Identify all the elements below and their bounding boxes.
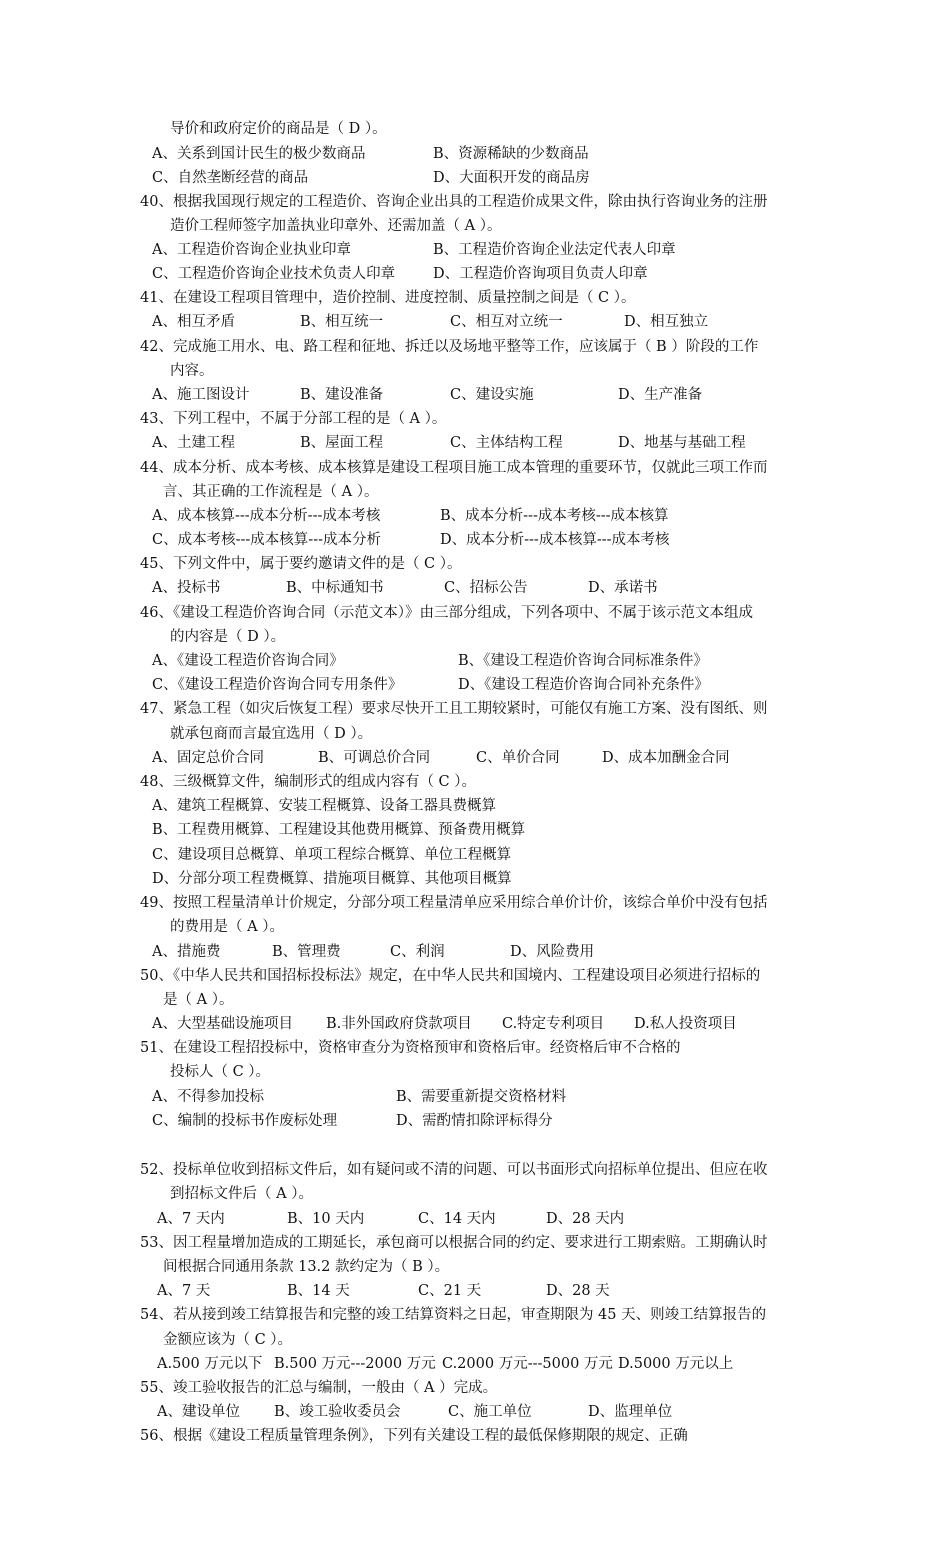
option-text: D、生产准备 [618, 387, 703, 403]
option-text: B.500 万元---2000 万元 [274, 1356, 436, 1372]
line-text: 40、根据我国现行规定的工程造价、咨询企业出具的工程造价成果文件，除由执行咨询业务的注册 [140, 194, 768, 210]
option-text: D、需酌情扣除评标得分 [396, 1113, 553, 1129]
option-text: B、屋面工程 [300, 435, 384, 451]
option-text: C.2000 万元---5000 万元 [442, 1356, 613, 1372]
line-text: 43、下列工程中，不属于分部工程的是（ A ）。 [140, 411, 447, 427]
option-text: C、14 天内 [418, 1211, 496, 1227]
option-text: C、建设实施 [450, 387, 534, 403]
option-text: C、编制的投标书作废标处理 [152, 1113, 338, 1129]
option-text: A、成本核算---成本分析---成本考核 [152, 508, 381, 524]
option-text: B.非外国政府贷款项目 [326, 1016, 472, 1032]
option-text: D、监理单位 [588, 1404, 673, 1420]
option-text: C、利润 [390, 944, 445, 960]
option-text: A、土建工程 [152, 435, 235, 451]
option-text: C、主体结构工程 [450, 435, 563, 451]
line-text: 内容。 [170, 363, 214, 379]
line-text: 53、因工程量增加造成的工期延长，承包商可以根据合同的约定、要求进行工期索赔。工期确认时 [140, 1235, 768, 1251]
option-text: B、管理费 [272, 944, 341, 960]
option-text: D、承诺书 [588, 580, 658, 596]
option-text: B、14 天 [287, 1283, 350, 1299]
option-text: D、成本分析---成本核算---成本考核 [440, 532, 670, 548]
option-text: C、自然垄断经营的商品 [152, 170, 309, 186]
line-text: 52、投标单位收到招标文件后，如有疑问或不清的问题、可以书面形式向招标单位提出、但应在收 [140, 1162, 768, 1178]
option-text: D.5000 万元以上 [618, 1356, 734, 1372]
option-text: A、固定总价合同 [152, 750, 264, 766]
line-text: 投标人（ C ）。 [170, 1064, 271, 1080]
option-text: B、竣工验收委员会 [274, 1404, 401, 1420]
option-text: B、10 天内 [287, 1211, 365, 1227]
line-text: 46、《建设工程造价咨询合同（示范文本）》由三部分组成，下列各项中、不属于该示范文本组成 [140, 605, 753, 621]
line-text: D、分部分项工程费概算、措施项目概算、其他项目概算 [152, 871, 512, 887]
line-text: 49、按照工程量清单计价规定，分部分项工程量清单应采用综合单价计价，该综合单价中没有包括 [140, 895, 768, 911]
line-text: 是（ A ）。 [163, 992, 234, 1008]
line-text: 导价和政府定价的商品是（ D ）。 [170, 121, 387, 137]
option-text: A、关系到国计民生的极少数商品 [152, 146, 366, 162]
line-text: 41、在建设工程项目管理中，造价控制、进度控制、质量控制之间是（ C ）。 [140, 290, 636, 306]
option-text: C、招标公告 [444, 580, 528, 596]
option-text: D、工程造价咨询项目负责人印章 [433, 266, 648, 282]
option-text: A、7 天内 [157, 1211, 225, 1227]
option-text: D、28 天内 [546, 1211, 625, 1227]
option-text: B、可调总价合同 [318, 750, 431, 766]
option-text: A、不得参加投标 [152, 1089, 264, 1105]
option-text: B、需要重新提交资格材料 [396, 1089, 567, 1105]
line-text: 51、在建设工程招投标中，资格审查分为资格预审和资格后审。经资格后审不合格的 [140, 1040, 681, 1056]
line-text: 54、若从接到竣工结算报告和完整的竣工结算资料之日起，审查期限为 45 天、则竣工结算报告的 [140, 1307, 767, 1323]
option-text: A、投标书 [152, 580, 221, 596]
option-text: B、中标通知书 [286, 580, 384, 596]
option-text: C、《建设工程造价咨询合同专用条件》 [152, 677, 403, 693]
line-text: B、工程费用概算、工程建设其他费用概算、预备费用概算 [152, 822, 526, 838]
option-text: C、21 天 [418, 1283, 482, 1299]
option-text: A、7 天 [157, 1283, 211, 1299]
option-text: C、工程造价咨询企业技术负责人印章 [152, 266, 396, 282]
line-text: 就承包商而言最宜选用（ D ）。 [170, 726, 373, 742]
option-text: B、《建设工程造价咨询合同标准条件》 [458, 653, 708, 669]
line-text: 42、完成施工用水、电、路工程和征地、拆迁以及场地平整等工作，应该属于（ B ）阶段的工作 [140, 339, 759, 355]
option-text: D、风险费用 [510, 944, 595, 960]
option-text: B、资源稀缺的少数商品 [433, 146, 589, 162]
option-text: D、相互独立 [624, 314, 709, 330]
option-text: A、工程造价咨询企业执业印章 [152, 242, 351, 258]
option-text: C.特定专利项目 [502, 1016, 605, 1032]
option-text: C、施工单位 [448, 1404, 532, 1420]
option-text: D、成本加酬金合同 [602, 750, 730, 766]
line-text: 的内容是（ D ）。 [170, 629, 286, 645]
line-text: 50、《中华人民共和国招标投标法》规定，在中华人民共和国境内、工程建设项目必须进行招标的 [140, 968, 761, 984]
option-text: D、《建设工程造价咨询合同补充条件》 [458, 677, 709, 693]
option-text: C、相互对立统一 [450, 314, 563, 330]
line-text: 造价工程师签字加盖执业印章外、还需加盖（ A ）。 [170, 218, 502, 234]
option-text: A、施工图设计 [152, 387, 250, 403]
option-text: D、28 天 [546, 1283, 610, 1299]
line-text: 到招标文件后（ A ）。 [170, 1186, 313, 1202]
option-text: A、《建设工程造价咨询合同》 [152, 653, 344, 669]
line-text: C、建设项目总概算、单项工程综合概算、单位工程概算 [152, 847, 512, 863]
line-text: 55、竣工验收报告的汇总与编制，一般由（ A ）完成。 [140, 1380, 498, 1396]
option-text: B、相互统一 [300, 314, 384, 330]
option-text: A、相互矛盾 [152, 314, 235, 330]
option-text: A、建设单位 [157, 1404, 240, 1420]
option-text: B、成本分析---成本考核---成本核算 [440, 508, 669, 524]
line-text: 48、三级概算文件，编制形式的组成内容有（ C ）。 [140, 774, 477, 790]
option-text: D、地基与基础工程 [618, 435, 746, 451]
option-text: D、大面积开发的商品房 [433, 170, 590, 186]
line-text: 56、根据《建设工程质量管理条例》，下列有关建设工程的最低保修期限的规定、正确 [140, 1428, 688, 1444]
line-text: 45、下列文件中，属于要约邀请文件的是（ C ）。 [140, 556, 462, 572]
line-text: 47、紧急工程（如灾后恢复工程）要求尽快开工且工期较紧时，可能仅有施工方案、没有图纸、则 [140, 701, 768, 717]
line-text: 间根据合同通用条款 13.2 款约定为（ B ）。 [163, 1259, 450, 1275]
line-text: 44、成本分析、成本考核、成本核算是建设工程项目施工成本管理的重要环节，仅就此三项工作而 [140, 460, 768, 476]
option-text: A、大型基础设施项目 [152, 1016, 293, 1032]
line-text: A、建筑工程概算、安装工程概算、设备工器具费概算 [152, 798, 496, 814]
option-text: A、措施费 [152, 944, 221, 960]
option-text: C、单价合同 [476, 750, 560, 766]
line-text: 金额应该为（ C ）。 [163, 1332, 293, 1348]
line-text: 言、其正确的工作流程是（ A ）。 [163, 484, 379, 500]
option-text: D.私人投资项目 [634, 1016, 737, 1032]
line-text: 的费用是（ A ）。 [170, 919, 284, 935]
option-text: C、成本考核---成本核算---成本分析 [152, 532, 381, 548]
option-text: A.500 万元以下 [157, 1356, 263, 1372]
option-text: B、工程造价咨询企业法定代表人印章 [433, 242, 676, 258]
option-text: B、建设准备 [300, 387, 384, 403]
